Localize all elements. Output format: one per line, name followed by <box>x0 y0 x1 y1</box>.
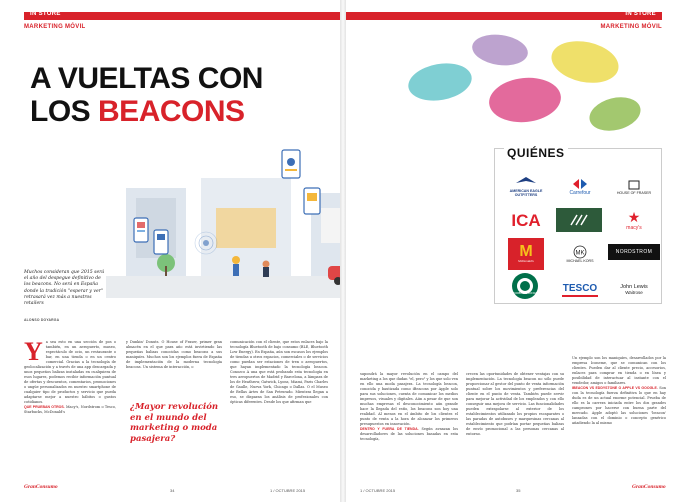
mk-circle-icon <box>573 245 587 259</box>
crest-icon <box>627 179 641 191</box>
brand-michael-kors: MK MICHAEL KORS <box>554 238 606 270</box>
drop-cap: Y <box>24 340 43 366</box>
brand-house-of-fraser: HOUSE OF FRASER <box>608 170 660 204</box>
text-column-2 <box>126 340 222 398</box>
title-line-1: A VUELTAS CON <box>30 62 263 95</box>
beacon-lilac <box>470 31 530 69</box>
beacon-yellow <box>548 35 623 88</box>
eagle-icon <box>516 177 536 189</box>
pull-quote: ¿Mayor revolución en el mundo del marketing o moda pasajera? <box>130 402 219 444</box>
footer-date-left: 1 / OCTUBRE 2015 <box>270 488 306 493</box>
svg-text:MK: MK <box>575 250 585 257</box>
phone-popup-1 <box>134 218 148 242</box>
right-column-3 <box>572 356 666 482</box>
right-column-3-subhead: IBEACON VS EDDYSTONE O APPLE VS GOOGLE. <box>572 386 658 390</box>
beacon-teal <box>405 59 474 106</box>
brand-carrefour: Carrefour <box>554 170 606 204</box>
brand-green-logo <box>556 208 602 232</box>
article-intro: Muchos consideran que 2015 será el año del despegue definitivo de los beacons. No será en España donde la tradición "esperar y ver" retrasará vez más a nuestros retailers <box>24 270 105 307</box>
section-bar-right <box>346 12 662 20</box>
quienes-title: QUIÉNES <box>504 146 568 160</box>
tesco-underline <box>562 295 598 297</box>
brand-ica: ICA <box>511 211 541 230</box>
column-1-tail: Macy's, Nordstrom o Tesco, Starbucks, McDonald's <box>24 405 116 414</box>
section-label-right: IN STORE <box>625 11 656 17</box>
section-bar-left <box>24 12 340 20</box>
column-1-body: a sea esto en una sección de pos o también, en un aeropuerto, museo, espectáculo de ocio, un restaurante o bar, en una tienda o en un centro comercial. Gracias a la tecnología de geolocalización y a través de una app descargada y unos pequeños balizas instaladas en cualquiera de esos lugares, podemos recibir información puntual de ofertas y descuentos, comentarios, promociones o ungüe personalizados en nuestro smartphone de cualquier tipo de productos y servicio que pueda adaptarse mejor a nuestro hábitos o gustos cotidianos. <box>24 340 116 404</box>
beacon-devices-image <box>380 22 650 142</box>
footer-logo-left: GranConsumo <box>24 484 58 490</box>
right-column-2 <box>466 372 564 482</box>
carrefour-icon <box>571 178 589 190</box>
footer-logo-right: GranConsumo <box>632 484 666 490</box>
title-line-2: LOS BEACONS <box>30 95 245 128</box>
category-label-right: MARKETING MÓVIL <box>600 24 662 30</box>
brand-tesco: TESCO <box>554 282 606 298</box>
right-column-1-subhead: DENTRO Y FUERA DE TIENDA. <box>360 427 419 431</box>
arches-icon: M <box>519 243 533 260</box>
right-column-1-tail: Según avanzan los desarrolladores de las soluciones basadas en esta tecnología, <box>360 427 458 441</box>
section-label-left: IN STORE <box>30 11 61 17</box>
brand-mcdonalds: M McDonald's <box>508 238 544 270</box>
beacon-pink <box>487 74 563 125</box>
column-3-body: comunicación con el cliente, que estos enlaces bajo la tecnología Bluetooth de bajo consumo (BLE, Bluetooth Low Energy). En España, aún son escasos los ejemplos de tiendas u otros espacios, comerciales o de servicios como puedan ser estaciones de tren o aeropuertos, que hayan implementado la tecnología beacon. Conozco A una que está probando esta tecnología en tres aeropuertos de Madrid y Barcelona, a lámpara de los de Heathrow, Gatwick, Lyons, Miami, Paris Charles de Gaulle, Nueva York, Chicago o Dallas. O el Museo de Bellas Artes de San Petesrado. Mientras llegan a eso, se disparan los análisis de profesionales con ópticas diferentes. Desde los que afirman que <box>230 340 328 404</box>
title-highlight: BEACONS <box>98 95 245 128</box>
category-label-left: MARKETING MÓVIL <box>24 24 86 30</box>
right-column-1 <box>360 372 458 482</box>
brand-john-lewis: John Lewis Waitrose <box>620 283 648 295</box>
right-column-3-tail: Son con la tecnología fuerza definitiva lo que en hay duda es de un actual enorme potencial. Prueba de ello es la carrera iniciada entre los dos grandes campeones por hacerse con buena parte del mercado. Apple adoptó las soluciones 'beacon' lanzadas con el dominio o concepto genérico añadiendo la al mismo <box>572 386 666 425</box>
beacon-green <box>586 92 644 136</box>
phone-popup-2 <box>154 230 168 254</box>
star-icon: ★ <box>627 210 641 226</box>
person-head <box>263 261 270 268</box>
brand-macys: ★ macy's <box>626 210 642 231</box>
brand-starbucks: STARBUCKS COFFEE <box>508 270 542 302</box>
phone-popup-3 <box>282 150 300 178</box>
article-title <box>30 62 263 128</box>
brand-nordstrom: NORDSTROM <box>608 244 660 260</box>
phone-popup-4 <box>304 188 320 214</box>
right-column-1-body: supondrá la mayor revolución en el campo del marketing a los que dudan "el, pero" y los que solo ven en ello una moda pasajera. La tecnología beacon, conocida y bautizada como iBeacons por Apple solo para sus soluciones, cuenta de comunicar los medios impresos, visuales y digitales. Aún a pesar de que son muchas empresas el desconocimiento aún grande hace la llegada del estío, los beacons son hoy una realidad. Al menos en el ámbito de los clientes el punto de venta a la hora de alcanzar los primeros presupuestos en innovación. <box>360 372 458 426</box>
person-head <box>232 256 240 264</box>
page-number-right: 35 <box>516 488 521 493</box>
page-number-left: 34 <box>170 488 175 493</box>
right-column-2-body: crecen las oportunidades de obtener ventajas con su implementación. La tecnología beacon no sólo puede proporcionar al gestor del punto de venta información puntual sobre los movimientos y preferencias del cliente en el punto de venta. También puede servir para mejorar la actividad de los empleados y con ello conseguir una mejora de servicio. Las funcionalidades pueden extrapolarse al exterior de los establecimientos utilizando los propios escaparates o las paradas de autobuses y marquesinas cercanas al establecimiento que podrían portar pequeñas balizas de envío promocional a las personas cercanas al entorno. <box>466 372 564 436</box>
siren-icon <box>511 272 539 300</box>
column-2-body: y Dunkin' Donuts. O House of Fraser, primer gran almacén en el que para año está invirtiendo las pequeñas balizas conocidas como beacons a sus maniquíes. Muchos son los ejemplos fuera de España de implementación de la moderna tecnología beacons. Un sistema de interacción, o <box>126 340 222 369</box>
stripes-icon <box>569 213 589 227</box>
brand-american-eagle: AMERICAN EAGLE OUTFITTERS <box>500 170 552 204</box>
beacon-signal <box>203 240 209 246</box>
right-column-3-body: Un ejemplo son los maniquíes, desarrollados por la empresa Iconeme, que se comunican con los clientes. Pueden dar al cliente precio, accesorios, enlaces para comprar en tienda o en línea y posibilidad de interactuar al instante con el vendedor, amigos o familiares. <box>572 356 666 385</box>
text-column-3 <box>230 340 328 480</box>
byline: ALONSO DOYARGA <box>24 318 60 322</box>
column-1-subhead: QUE PRUEBAN OTROS. <box>24 405 65 409</box>
footer-date-right: 1 / OCTUBRE 2015 <box>360 488 396 493</box>
text-column-1 <box>24 340 116 480</box>
